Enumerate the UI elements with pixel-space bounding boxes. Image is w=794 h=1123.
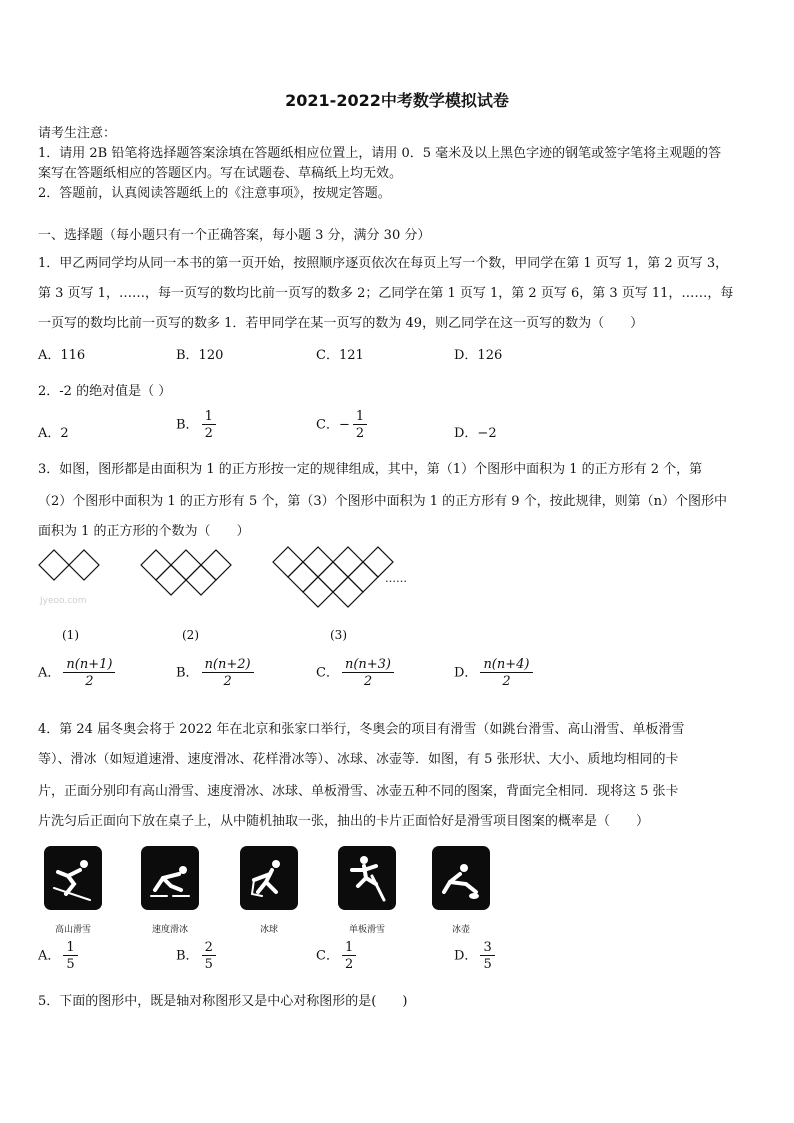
q1-option-c: C．121 <box>316 348 364 363</box>
q4-option-c <box>316 941 356 971</box>
fraction-numerator: 3 <box>480 941 494 956</box>
q3-option-d <box>454 658 533 688</box>
fraction-numerator: 1 <box>63 941 77 956</box>
q3-line-1: 3．如图，图形都是由面积为 1 的正方形按一定的规律组成，其中，第（1）个图形中面积为 1 的正方形有 2 个，第 <box>38 462 703 477</box>
notice-item-2: 2．答题前，认真阅读答题纸上的《注意事项》，按规定答题。 <box>38 186 391 201</box>
q4-option-c-prefix: C． <box>316 948 339 964</box>
card-label-curling: 冰壶 <box>451 925 470 935</box>
q3-option-a-fraction <box>63 658 115 688</box>
q1-option-a: A．116 <box>38 348 86 363</box>
fraction-numerator: n(n+1) <box>63 658 115 673</box>
q2-option-a: A．2 <box>38 426 69 441</box>
card-label-alpine-skiing: 高山滑雪 <box>54 925 91 935</box>
figure-ellipsis: …… <box>385 572 407 585</box>
figure-1-squares <box>39 550 99 580</box>
fraction-denominator: 5 <box>66 957 75 972</box>
ice-hockey-icon <box>240 846 298 910</box>
q1-option-b: B．120 <box>176 348 224 363</box>
q3-option-b-prefix: B． <box>176 665 199 681</box>
figure-label-3: (3) <box>330 628 347 642</box>
q2-option-b-prefix: B． <box>176 417 199 433</box>
notice-item-1-line-1: 1．请用 2B 铅笔将选择题答案涂填在答题纸相应位置上，请用 0．5 毫米及以上黑色字迹的钢笔或签字笔将主观题的答 <box>38 146 722 161</box>
q3-figures <box>30 540 460 630</box>
q4-line-1: 4．第 24 届冬奥会将于 2022 年在北京和张家口举行，冬奥会的项目有滑雪（如跳台滑雪、高山滑雪、单板滑雪 <box>38 722 685 737</box>
fraction-denominator: 2 <box>502 674 511 689</box>
card-ice-hockey <box>240 846 298 910</box>
q1-option-d: D．126 <box>454 348 503 363</box>
q5-stem: 5．下面的图形中，既是轴对称图形又是中心对称图形的是( ) <box>38 994 408 1009</box>
q4-line-4: 片洗匀后正面向下放在桌子上，从中随机抽取一张，抽出的卡片正面恰好是滑雪项目图案的概率是（ ） <box>38 814 650 829</box>
q4-option-b-fraction <box>202 941 216 971</box>
q4-line-3: 片，正面分别印有高山滑雪、速度滑冰、冰球、单板滑雪、冰壶五种不同的图案，背面完全相同．现将这 5 张卡 <box>38 784 679 799</box>
q3-option-b-fraction <box>202 658 254 688</box>
figure-3-squares <box>273 547 393 607</box>
q1-line-2: 第 3 页写 1，……，每一页写的数均比前一页写的数多 2；乙同学在第 1 页写 1，第 2 页写 6，第 3 页写 11，……，每 <box>38 286 734 301</box>
watermark: Jyeoo.com <box>40 596 87 606</box>
q4-line-2: 等）、滑冰（如短道速滑、速度滑冰、花样滑冰等）、冰球、冰壶等．如图，有 5 张形状、大小、质地均相同的卡 <box>38 752 679 767</box>
q3-line-2: （2）个图形中面积为 1 的正方形有 5 个，第（3）个图形中面积为 1 的正方形有 9 个，按此规律，则第（n）个图形中 <box>38 494 728 509</box>
fraction-numerator: n(n+3) <box>342 658 394 673</box>
q3-option-c-prefix: C． <box>316 665 339 681</box>
q4-option-d-prefix: D． <box>454 948 478 964</box>
q3-line-3: 面积为 1 的正方形的个数为（ ） <box>38 524 250 539</box>
notice-heading: 请考生注意： <box>38 126 117 141</box>
fraction-numerator: n(n+2) <box>202 658 254 673</box>
fraction-denominator: 2 <box>355 426 365 441</box>
q3-option-d-prefix: D． <box>454 665 478 681</box>
fraction-numerator: n(n+4) <box>480 658 532 673</box>
q2-option-c <box>316 410 367 440</box>
fraction-numerator: 1 <box>353 410 367 425</box>
snowboarding-icon <box>338 846 396 910</box>
q4-option-a <box>38 941 78 971</box>
alpine-skiing-icon <box>44 846 102 910</box>
fraction-denominator: 2 <box>204 426 213 441</box>
fraction-denominator: 5 <box>204 957 213 972</box>
card-label-ice-hockey: 冰球 <box>259 925 278 935</box>
card-curling <box>432 846 490 910</box>
q3-option-a <box>38 658 115 688</box>
q4-option-b <box>176 941 216 971</box>
figure-label-2: (2) <box>182 628 199 642</box>
fraction-numerator: 1 <box>342 941 356 956</box>
fraction-denominator: 2 <box>223 674 232 689</box>
q2-stem: 2．-2 的绝对值是（ ） <box>38 384 172 399</box>
q4-option-d-fraction <box>480 941 494 971</box>
q4-option-a-fraction <box>63 941 77 971</box>
card-label-snowboarding: 单板滑雪 <box>348 925 385 935</box>
q3-option-b <box>176 658 254 688</box>
notice-item-1-line-2: 案写在答题纸相应的答题区内。写在试题卷、草稿纸上均无效。 <box>38 166 403 181</box>
q2-option-c-fraction <box>353 410 367 440</box>
page-title: 2021-2022中考数学模拟试卷 <box>285 91 509 110</box>
q2-option-c-prefix: C．− <box>316 417 350 433</box>
q1-line-3: 一页写的数均比前一页写的数多 1．若甲同学在某一页写的数为 49，则乙同学在这一页写的数为（ ） <box>38 316 644 331</box>
q4-option-d <box>454 941 495 971</box>
card-label-speed-skating: 速度滑冰 <box>151 925 188 935</box>
fraction-numerator: 1 <box>202 410 216 425</box>
fraction-numerator: 2 <box>202 941 216 956</box>
fraction-denominator: 2 <box>363 674 373 689</box>
card-alpine-skiing <box>44 846 102 910</box>
q4-option-a-prefix: A． <box>38 948 61 964</box>
q2-option-d: D．−2 <box>454 426 497 441</box>
figure-2-squares <box>141 550 231 595</box>
card-speed-skating <box>141 846 199 910</box>
q2-option-b <box>176 410 216 440</box>
section-heading: 一、选择题（每小题只有一个正确答案，每小题 3 分，满分 30 分） <box>38 228 431 243</box>
q3-option-c <box>316 658 394 688</box>
figure-label-1: (1) <box>62 628 79 642</box>
q1-line-1: 1．甲乙两同学均从同一本书的第一页开始，按照顺序逐页依次在每页上写一个数，甲同学在第 1 页写 1，第 2 页写 3， <box>38 256 729 271</box>
fraction-denominator: 5 <box>483 957 492 972</box>
curling-icon <box>432 846 490 910</box>
fraction-denominator: 2 <box>344 957 354 972</box>
q4-option-b-prefix: B． <box>176 948 199 964</box>
q3-option-c-fraction <box>342 658 394 688</box>
q3-option-d-fraction <box>480 658 532 688</box>
fraction-denominator: 2 <box>85 674 94 689</box>
card-snowboarding <box>338 846 396 910</box>
q2-option-b-fraction <box>202 410 216 440</box>
q4-option-c-fraction <box>342 941 356 971</box>
q3-option-a-prefix: A． <box>38 665 61 681</box>
speed-skating-icon <box>141 846 199 910</box>
